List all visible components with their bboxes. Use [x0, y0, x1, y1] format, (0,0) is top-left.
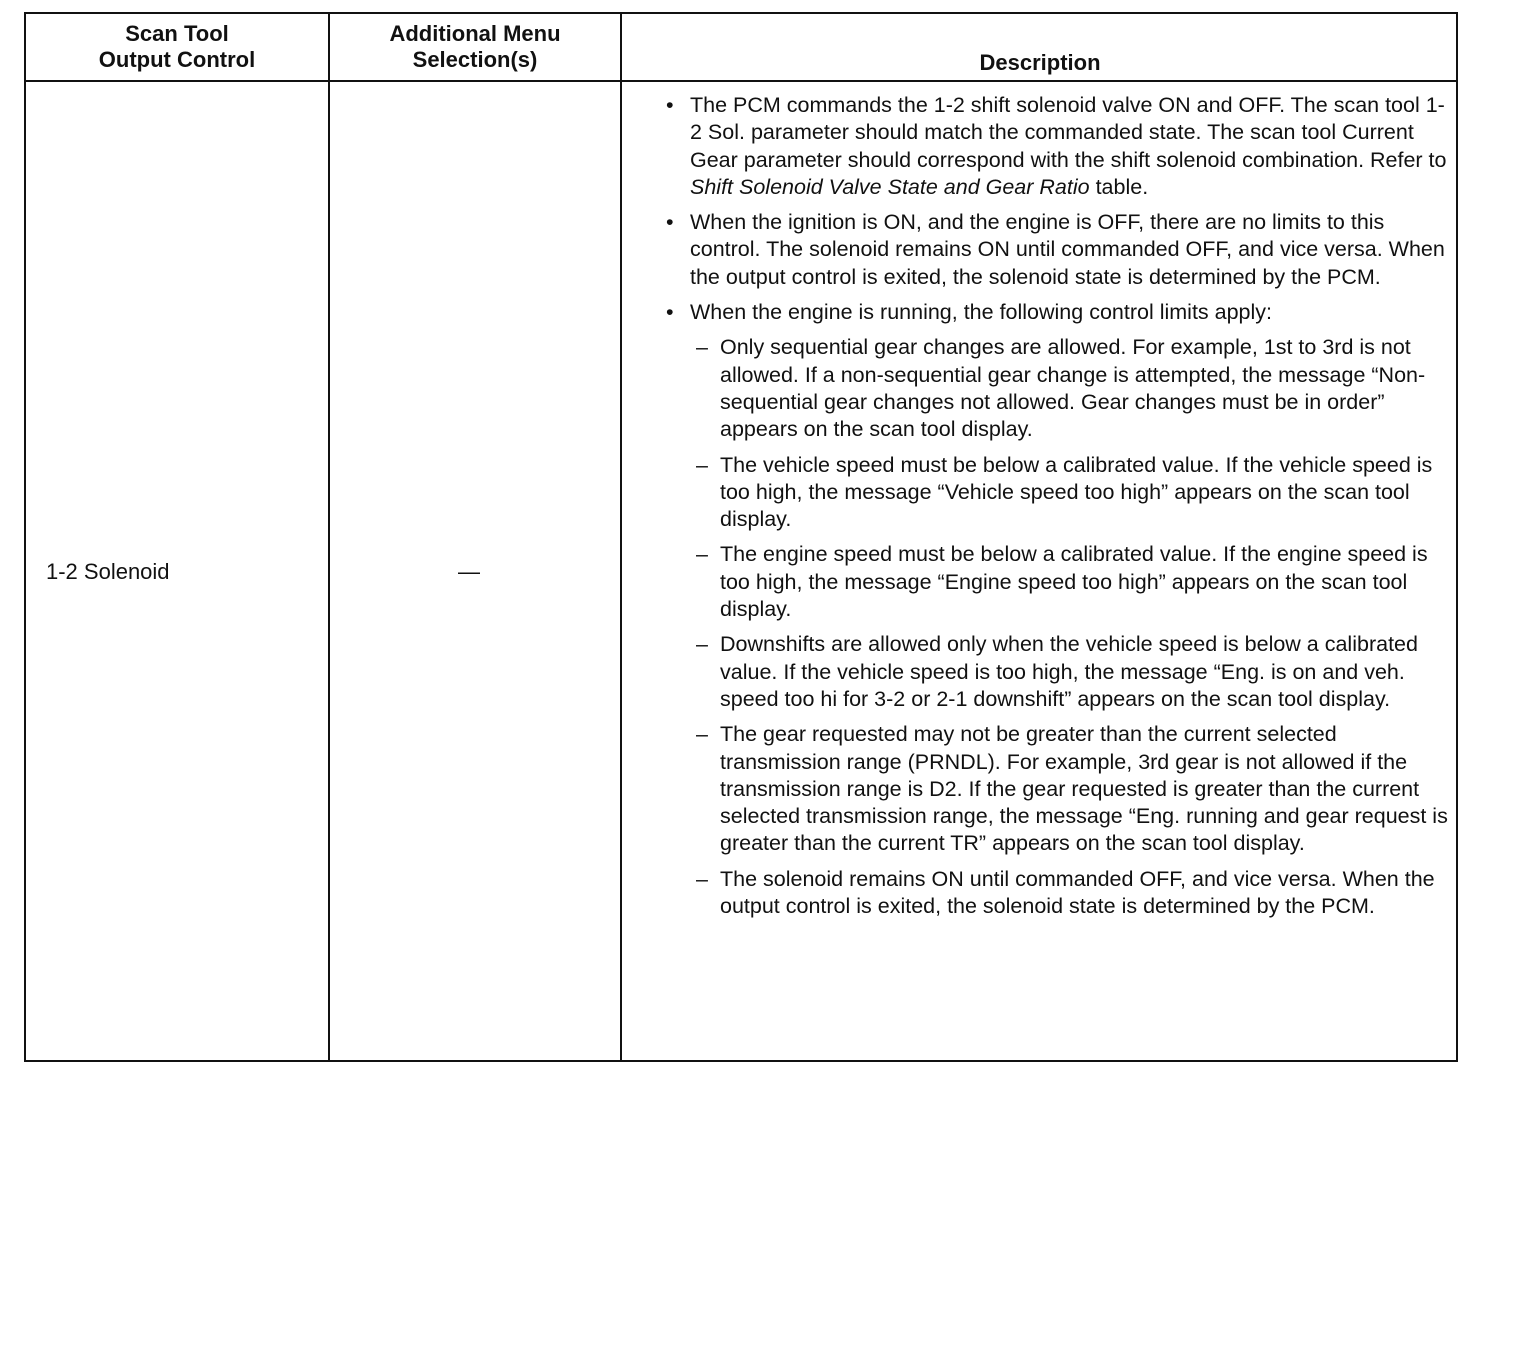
bullet-mark: •: [666, 210, 674, 235]
dash-mark: –: [696, 722, 708, 747]
bullet-text: The PCM commands the 1-2 shift solenoid valve ON and OFF. The scan tool 1-2 Sol. parameter should match the commanded state. The scan tool Current Gear parameter should correspond with the shift solenoid combination. Refer to: [690, 93, 1447, 172]
description-bullet: [664, 209, 1454, 291]
control-limit-item: [664, 541, 1454, 623]
control-limit-item: [664, 866, 1454, 921]
dash-mark: –: [696, 542, 708, 567]
bullet-text-end: table.: [1089, 174, 1149, 199]
control-limit-text: The vehicle speed must be below a calibrated value. If the vehicle speed is too high, the message “Vehicle speed too high” appears on the scan tool display.: [720, 452, 1433, 532]
description-bullet: [664, 299, 1454, 326]
dash-mark: –: [696, 452, 708, 477]
bullet-mark: •: [666, 300, 674, 325]
control-limit-text: The gear requested may not be greater than the current selected transmission range (PRNDL). For example, 3rd gear is not allowed if the transmission range is D2. If the gear requested is greater than the current selected transmission range, the message “Eng. running and gear request is greater than the current TR” appears on the scan tool display.: [720, 722, 1448, 856]
header-description: [622, 14, 1458, 80]
bullet-mark: •: [666, 93, 674, 117]
header-divider: [26, 80, 1456, 82]
dash-mark: –: [696, 866, 708, 891]
control-limit-text: Only sequential gear changes are allowed. For example, 1st to 3rd is not allowed. If a non-sequential gear change is attempted, the message “Non-sequential gear changes not allowed. Gear changes must be in order” appears on the scan tool display.: [720, 335, 1426, 442]
header-description-label: Description: [979, 50, 1101, 75]
control-limit-item: [664, 334, 1454, 443]
control-limit-item: [664, 721, 1454, 857]
description-bullet: [664, 92, 1454, 201]
cell-output-control: 1-2 Solenoid: [46, 559, 170, 584]
control-limit-text: The solenoid remains ON until commanded OFF, and vice versa. When the output control is exited, the solenoid state is determined by the PCM.: [720, 866, 1435, 919]
table-reference: Shift Solenoid Valve State and Gear Ratio: [690, 174, 1090, 199]
column-divider: [328, 14, 330, 1060]
dash-mark: –: [696, 632, 708, 657]
bullet-text: When the ignition is ON, and the engine is OFF, there are no limits to this control. The solenoid remains ON until commanded OFF, and vice versa. When the output control is exited, the solenoid state is determined by the PCM.: [690, 210, 1445, 289]
bullet-text: When the engine is running, the following control limits apply:: [690, 300, 1273, 325]
control-limit-text: The engine speed must be below a calibrated value. If the engine speed is too high, the message “Engine speed too high” appears on the scan tool display.: [720, 542, 1428, 622]
header-scan-tool-output-control: [26, 14, 328, 80]
cell-description: [664, 92, 1454, 928]
header-menu-label: Additional Menu Selection(s): [389, 21, 561, 72]
control-limit-item: [664, 452, 1454, 534]
column-divider: [620, 14, 622, 1060]
header-control-label: Scan Tool Output Control: [98, 21, 256, 72]
dash-mark: –: [696, 335, 708, 360]
control-limit-item: [664, 631, 1454, 713]
output-control-table: [24, 12, 1458, 1062]
cell-menu-selection: —: [458, 559, 480, 584]
control-limit-text: Downshifts are allowed only when the vehicle speed is below a calibrated value. If the vehicle speed is too high, the message “Eng. is on and veh. speed too hi for 3-2 or 2-1 downshift” appears on the scan tool display.: [720, 632, 1418, 711]
header-additional-menu-selections: [330, 14, 620, 80]
